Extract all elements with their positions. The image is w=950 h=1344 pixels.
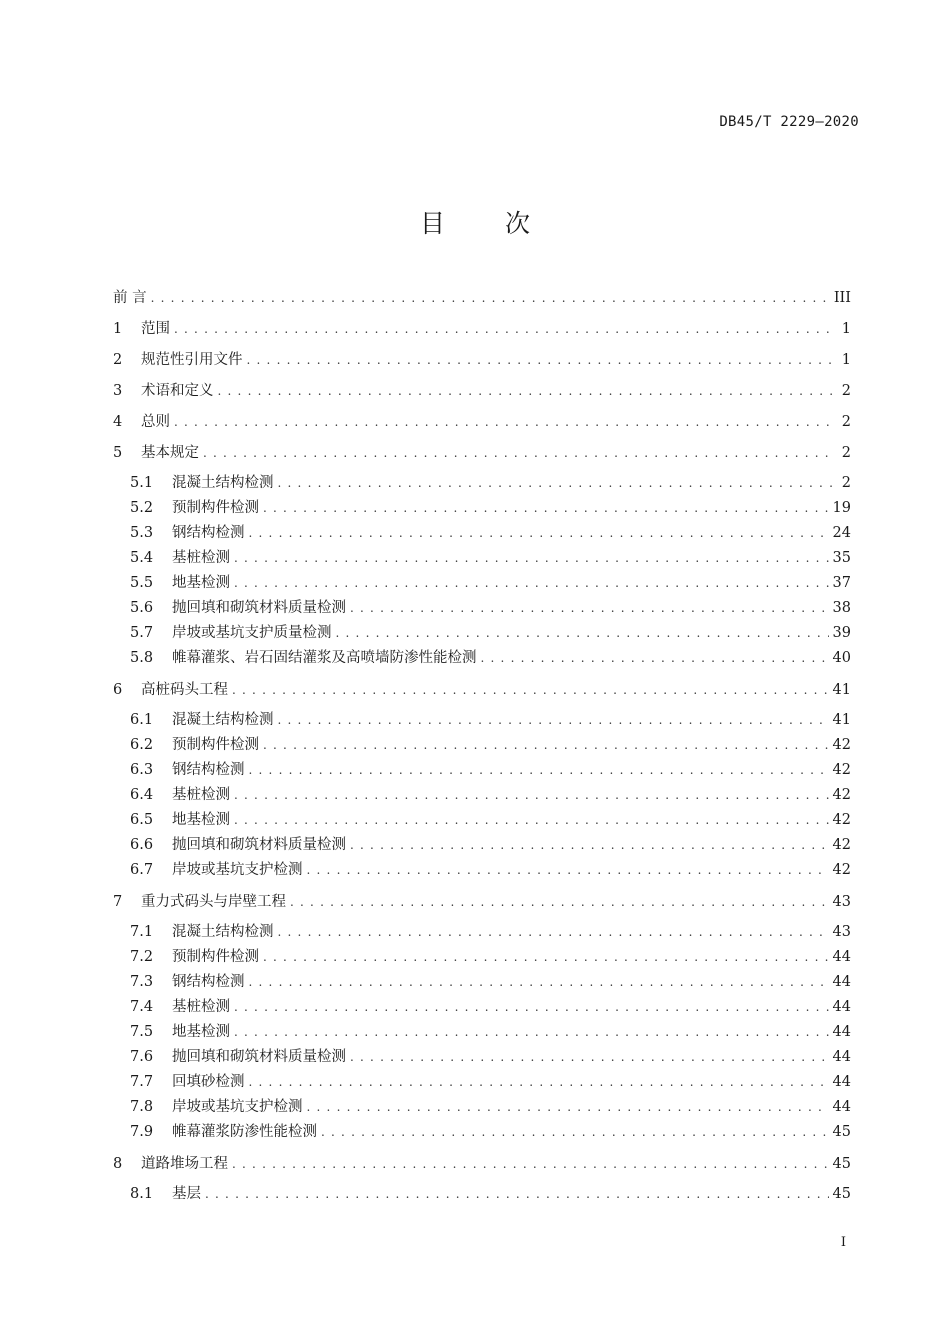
toc-entry-number: 1 (113, 321, 123, 337)
toc-entry-page: 2 (841, 383, 851, 399)
toc-entry[interactable] (113, 316, 851, 347)
toc-entry-label: 岸坡或基坑支护质量检测 (172, 625, 332, 641)
toc-entry-number: 8 (113, 1156, 123, 1172)
toc-entry-number: 7.1 (130, 924, 154, 940)
toc-entry-page: 44 (832, 1099, 851, 1115)
toc-entry-page: 43 (832, 924, 851, 940)
toc-entry-number: 5.4 (130, 550, 154, 566)
toc-entry[interactable] (113, 546, 851, 571)
toc-entry-page: 42 (832, 862, 851, 878)
toc-entry-label: 高桩码头工程 (141, 682, 228, 698)
toc-entry-number: 5.6 (130, 600, 154, 616)
toc-entry-page: 1 (841, 352, 851, 368)
toc-dot-leader (151, 285, 830, 312)
toc-entry-number: 5.8 (130, 650, 154, 666)
toc-entry[interactable] (113, 677, 851, 708)
toc-entry-label: 地基检测 (172, 1024, 230, 1040)
toc-entry-page: 42 (832, 837, 851, 853)
toc-entry-page: 43 (832, 894, 851, 910)
toc-entry-label: 规范性引用文件 (141, 352, 243, 368)
toc-entry[interactable] (113, 285, 851, 316)
toc-entry-number: 7.4 (130, 999, 154, 1015)
toc-entry[interactable] (113, 945, 851, 970)
toc-entry-label: 重力式码头与岸壁工程 (141, 894, 286, 910)
toc-entry-number: 6.2 (130, 737, 154, 753)
toc-entry-number: 5.1 (130, 475, 154, 491)
toc-entry-page: 2 (841, 475, 851, 491)
toc-entry[interactable] (113, 708, 851, 733)
toc-entry-page: 37 (832, 575, 851, 591)
toc-entry-number: 5.2 (130, 500, 154, 516)
toc-entry[interactable] (113, 833, 851, 858)
toc-entry-label: 预制构件检测 (172, 949, 259, 965)
toc-entry-label: 基桩检测 (172, 550, 230, 566)
toc-entry-number: 5.3 (130, 525, 154, 541)
toc-entry-label: 基桩检测 (172, 787, 230, 803)
toc-entry-page: 19 (832, 500, 851, 516)
toc-entry-page: 45 (832, 1124, 851, 1140)
page-number: I (840, 1235, 846, 1250)
toc-entry[interactable] (113, 1045, 851, 1070)
toc-entry-page: 38 (832, 600, 851, 616)
toc-entry-page: 44 (832, 999, 851, 1015)
toc-dot-leader (234, 783, 829, 808)
toc-entry-label: 抛回填和砌筑材料质量检测 (172, 1049, 346, 1065)
toc-entry-page: 35 (832, 550, 851, 566)
toc-entry[interactable] (113, 646, 851, 671)
toc-entry-label: 混凝土结构检测 (172, 924, 274, 940)
toc-entry-label: 帷幕灌浆、岩石固结灌浆及高喷墙防渗性能检测 (172, 650, 477, 666)
toc-entry-label: 基桩检测 (172, 999, 230, 1015)
toc-dot-leader (249, 970, 829, 995)
toc-entry-number: 7.9 (130, 1124, 154, 1140)
toc-entry-number: 7.5 (130, 1024, 154, 1040)
toc-entry-label: 抛回填和砌筑材料质量检测 (172, 600, 346, 616)
toc-dot-leader (249, 521, 829, 546)
toc-entry-label: 地基检测 (172, 812, 230, 828)
toc-entry[interactable] (113, 1182, 851, 1207)
toc-entry-page: 41 (832, 712, 851, 728)
toc-entry-number: 6 (113, 682, 123, 698)
toc-entry-label: 术语和定义 (141, 383, 214, 399)
toc-entry-page: 44 (832, 1074, 851, 1090)
toc-entry-page: 45 (832, 1156, 851, 1172)
toc-dot-leader (278, 471, 834, 496)
document-code: DB45/T 2229—2020 (719, 114, 859, 130)
toc-entry-number: 8.1 (130, 1186, 154, 1202)
toc-entry-page: 42 (832, 787, 851, 803)
toc-dot-leader (234, 1020, 829, 1045)
toc-entry-number: 2 (113, 352, 123, 368)
toc-entry-number: 7 (113, 894, 123, 910)
toc-dot-leader (232, 1151, 829, 1178)
toc-entry-label: 岸坡或基坑支护检测 (172, 862, 303, 878)
toc-dot-leader (234, 546, 829, 571)
toc-entry-page: 42 (832, 762, 851, 778)
toc-entry-page: 41 (832, 682, 851, 698)
toc-entry-label: 预制构件检测 (172, 737, 259, 753)
toc-entry-page: 24 (832, 525, 851, 541)
toc-entry-page: 40 (832, 650, 851, 666)
toc-entry-label: 抛回填和砌筑材料质量检测 (172, 837, 346, 853)
toc-entry[interactable] (113, 1120, 851, 1145)
toc-entry-number: 7.3 (130, 974, 154, 990)
toc-dot-leader (174, 409, 833, 436)
toc-entry[interactable] (113, 621, 851, 646)
toc-dot-leader (218, 378, 834, 405)
toc-dot-leader (263, 496, 829, 521)
toc-dot-leader (249, 1070, 829, 1095)
toc-entry-number: 5.7 (130, 625, 154, 641)
toc-entry-label: 前 言 (113, 290, 147, 306)
toc-dot-leader (350, 596, 829, 621)
toc-entry-page: 42 (832, 737, 851, 753)
toc-entry[interactable] (113, 783, 851, 808)
toc-entry-page: 39 (832, 625, 851, 641)
toc-entry-page: III (833, 290, 851, 306)
toc-dot-leader (232, 677, 829, 704)
toc-entry[interactable] (113, 1151, 851, 1182)
toc-dot-leader (263, 733, 829, 758)
toc-entry[interactable] (113, 596, 851, 621)
toc-entry-label: 预制构件检测 (172, 500, 259, 516)
toc-entry-label: 回填砂检测 (172, 1074, 245, 1090)
toc-entry[interactable] (113, 858, 851, 883)
toc-entry-number: 6.7 (130, 862, 154, 878)
toc-entry-label: 钢结构检测 (172, 525, 245, 541)
toc-dot-leader (249, 758, 829, 783)
toc-dot-leader (234, 571, 829, 596)
toc-entry-number: 3 (113, 383, 123, 399)
toc-entry-page: 44 (832, 1024, 851, 1040)
toc-dot-leader (290, 889, 829, 916)
toc-entry-label: 钢结构检测 (172, 974, 245, 990)
toc-dot-leader (263, 945, 829, 970)
table-of-contents (113, 285, 851, 1207)
page-title: 目 次 (420, 209, 556, 238)
toc-entry-page: 44 (832, 974, 851, 990)
toc-dot-leader (174, 316, 833, 343)
toc-entry-label: 基层 (172, 1186, 201, 1202)
toc-entry-page: 42 (832, 812, 851, 828)
toc-entry-label: 岸坡或基坑支护检测 (172, 1099, 303, 1115)
toc-entry-number: 7.2 (130, 949, 154, 965)
toc-dot-leader (234, 808, 829, 833)
toc-entry[interactable] (113, 496, 851, 521)
toc-entry[interactable] (113, 733, 851, 758)
toc-entry[interactable] (113, 920, 851, 945)
toc-dot-leader (350, 1045, 829, 1070)
toc-dot-leader (205, 1182, 829, 1207)
toc-entry[interactable] (113, 1070, 851, 1095)
toc-entry-number: 6.6 (130, 837, 154, 853)
toc-entry-label: 道路堆场工程 (141, 1156, 228, 1172)
toc-entry[interactable] (113, 889, 851, 920)
toc-entry[interactable] (113, 995, 851, 1020)
toc-entry-label: 帷幕灌浆防渗性能检测 (172, 1124, 317, 1140)
toc-entry-label: 总则 (141, 414, 170, 430)
toc-entry-number: 5 (113, 445, 123, 461)
toc-entry-number: 7.7 (130, 1074, 154, 1090)
toc-entry[interactable] (113, 471, 851, 496)
toc-dot-leader (203, 440, 833, 467)
toc-entry[interactable] (113, 571, 851, 596)
toc-entry-page: 2 (841, 414, 851, 430)
toc-entry-label: 混凝土结构检测 (172, 712, 274, 728)
toc-entry-number: 6.3 (130, 762, 154, 778)
toc-entry-number: 6.4 (130, 787, 154, 803)
toc-dot-leader (278, 920, 829, 945)
toc-entry[interactable] (113, 409, 851, 440)
toc-entry-number: 7.8 (130, 1099, 154, 1115)
toc-entry[interactable] (113, 1020, 851, 1045)
toc-entry-number: 6.5 (130, 812, 154, 828)
toc-entry[interactable] (113, 970, 851, 995)
toc-dot-leader (321, 1120, 829, 1145)
toc-dot-leader (247, 347, 834, 374)
toc-entry-page: 45 (832, 1186, 851, 1202)
toc-entry[interactable] (113, 440, 851, 471)
toc-entry-label: 基本规定 (141, 445, 199, 461)
toc-dot-leader (307, 1095, 829, 1120)
toc-entry-number: 4 (113, 414, 123, 430)
toc-entry[interactable] (113, 808, 851, 833)
toc-dot-leader (234, 995, 829, 1020)
toc-entry-page: 2 (841, 445, 851, 461)
toc-entry-label: 钢结构检测 (172, 762, 245, 778)
toc-entry[interactable] (113, 347, 851, 378)
toc-entry-page: 44 (832, 949, 851, 965)
toc-entry-label: 地基检测 (172, 575, 230, 591)
toc-entry-label: 混凝土结构检测 (172, 475, 274, 491)
toc-entry-number: 6.1 (130, 712, 154, 728)
toc-entry-number: 7.6 (130, 1049, 154, 1065)
toc-entry[interactable] (113, 521, 851, 546)
toc-entry-number: 5.5 (130, 575, 154, 591)
toc-dot-leader (278, 708, 829, 733)
toc-dot-leader (307, 858, 829, 883)
toc-entry-page: 1 (841, 321, 851, 337)
toc-dot-leader (350, 833, 829, 858)
toc-entry[interactable] (113, 378, 851, 409)
toc-entry[interactable] (113, 1095, 851, 1120)
toc-entry-page: 44 (832, 1049, 851, 1065)
toc-dot-leader (336, 621, 829, 646)
toc-entry-label: 范围 (141, 321, 170, 337)
toc-entry[interactable] (113, 758, 851, 783)
toc-dot-leader (481, 646, 829, 671)
